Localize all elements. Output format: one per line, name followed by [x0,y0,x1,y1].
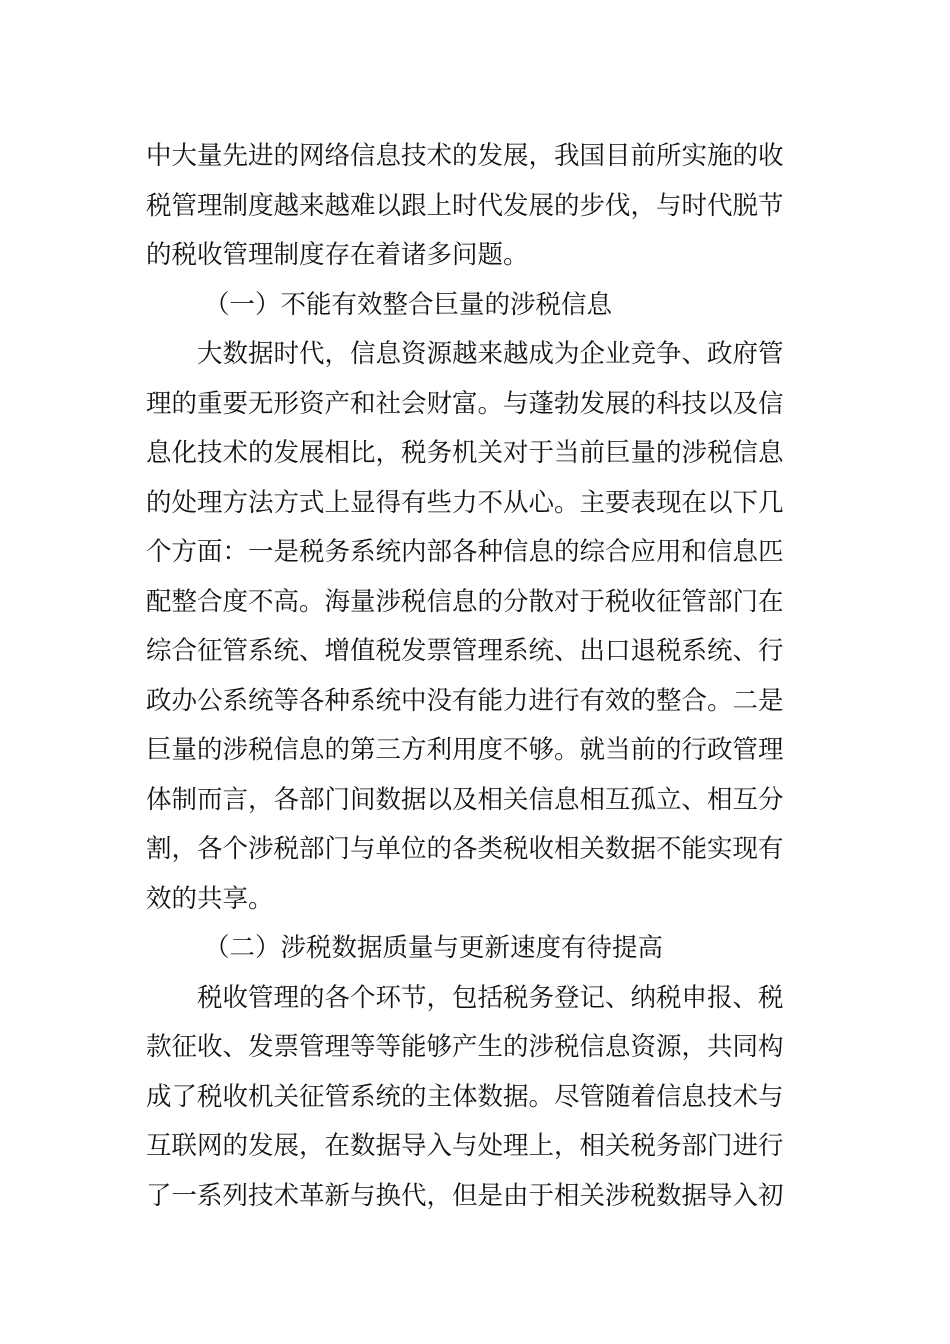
text-line: 效的共享。 [146,883,274,914]
text-line: 的税收管理制度存在着诸多问题。 [146,240,529,270]
text-line: 综合征管系统、增值税发票管理系统、出口退税系统、行 [146,636,784,666]
text-line: 中大量先进的网络信息技术的发展，我国目前所实施的收 [146,141,784,171]
text-line: 巨量的涉税信息的第三方利用度不够。就当前的行政管理 [146,735,784,765]
text-line: 款征收、发票管理等等能够产生的涉税信息资源，共同构 [146,1032,784,1062]
text-line: 割，各个涉税部门与单位的各类税收相关数据不能实现有 [146,834,784,864]
text-line: 理的重要无形资产和社会财富。与蓬勃发展的科技以及信 [146,388,784,419]
text-line: 息化技术的发展相比，税务机关对于当前巨量的涉税信息 [146,438,784,468]
text-line: 个方面：一是税务系统内部各种信息的综合应用和信息匹 [146,537,784,567]
text-line: 政办公系统等各种系统中没有能力进行有效的整合。二是 [146,685,784,716]
text-line: 的处理方法方式上显得有些力不从心。主要表现在以下几 [146,487,784,518]
section-heading: （一）不能有效整合巨量的涉税信息 [204,289,613,320]
document-body [146,132,786,1221]
text-line: 了一系列技术革新与换代，但是由于相关涉税数据导入初 [146,1180,784,1211]
text-line: 成了税收机关征管系统的主体数据。尽管随着信息技术与 [146,1081,784,1112]
text-line: 配整合度不高。海量涉税信息的分散对于税收征管部门在 [146,586,784,617]
text-line: 体制而言，各部门间数据以及相关信息相互孤立、相互分 [146,784,784,815]
text-line: 互联网的发展，在数据导入与处理上，相关税务部门进行 [146,1131,784,1161]
text-line: 税管理制度越来越难以跟上时代发展的步伐，与时代脱节 [146,190,784,221]
section-heading: （二）涉税数据质量与更新速度有待提高 [204,933,664,963]
paragraph-first-line: 大数据时代，信息资源越来越成为企业竞争、政府管 [197,339,784,369]
paragraph-first-line: 税收管理的各个环节，包括税务登记、纳税申报、税 [197,982,784,1013]
